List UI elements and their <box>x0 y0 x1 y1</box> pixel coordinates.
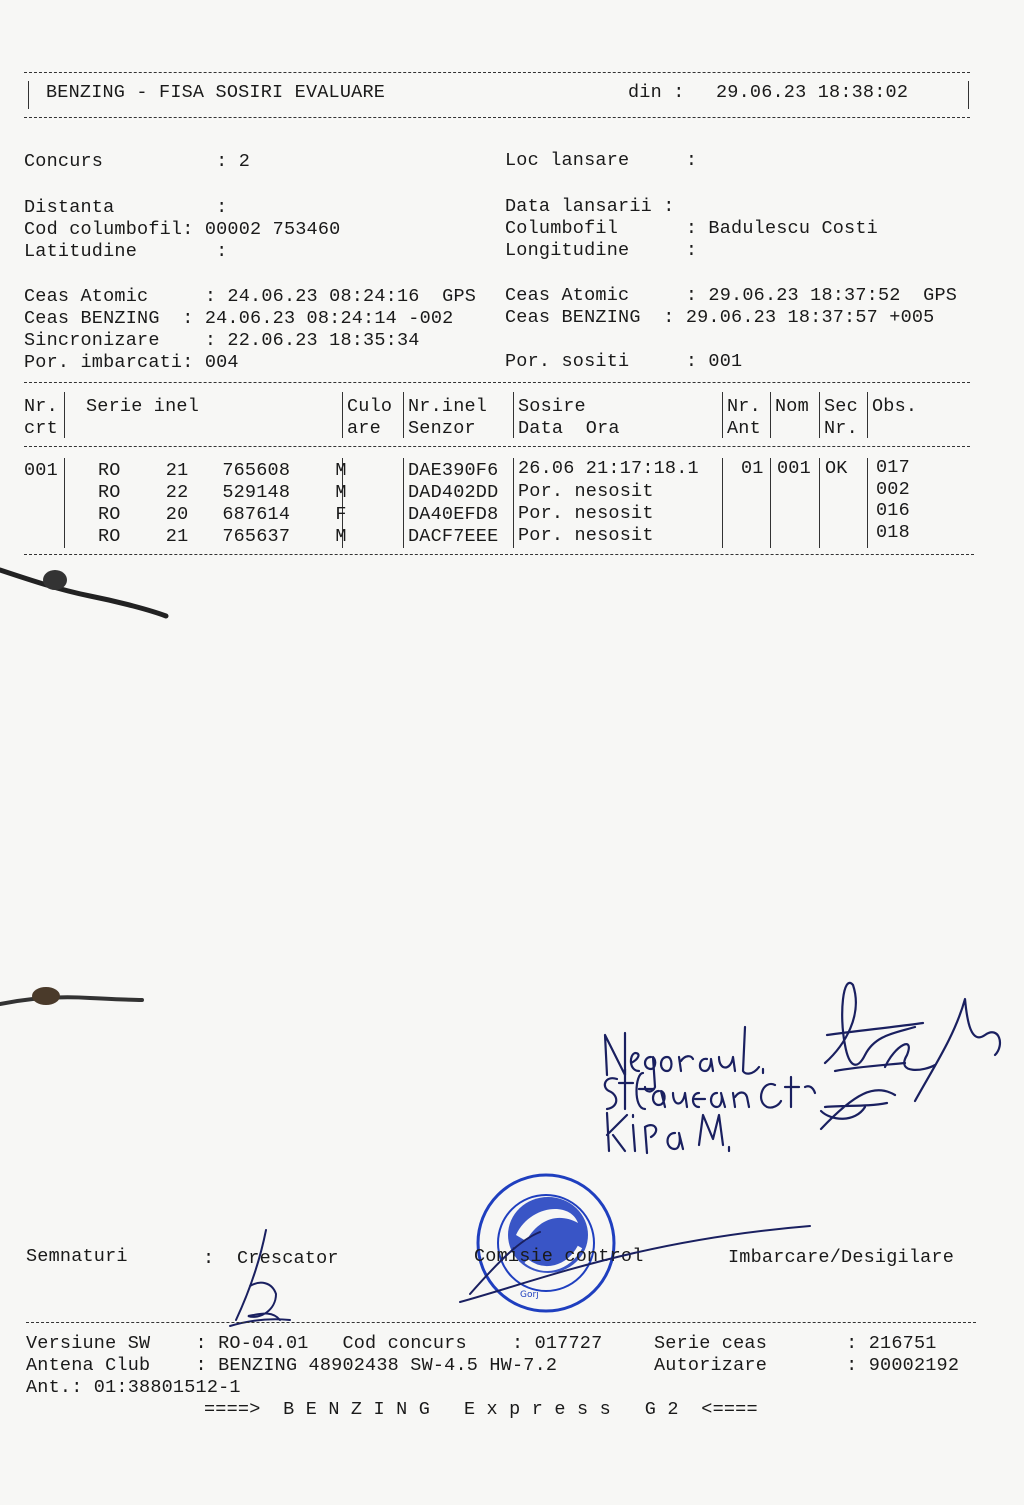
col-sep <box>403 458 404 548</box>
th-nr: Nr. <box>24 396 58 417</box>
antenna-id-line: Ant.: 01:38801512-1 <box>26 1377 241 1398</box>
table-row-arrival: 26.06 21:17:18.1 <box>518 458 699 479</box>
table-row-obs: 018 <box>876 522 910 543</box>
table-row-arrival: Por. nesosit <box>518 525 654 546</box>
longitudine-field: Longitudine : <box>505 240 698 261</box>
din-label: din : <box>628 82 685 103</box>
col-sep <box>722 392 723 438</box>
table-row-ring: RO 21 765608 M <box>98 460 347 481</box>
commission-signatures <box>595 975 1015 1155</box>
loc-lansare-field: Loc lansare : <box>505 150 698 171</box>
table-row-ring: RO 22 529148 M <box>98 482 347 503</box>
col-sep <box>770 458 771 548</box>
th-sosire: Sosire <box>518 396 586 417</box>
th-culoare-2: are <box>347 418 381 439</box>
table-row-arrival: Por. nesosit <box>518 503 654 524</box>
th-nom: Nom <box>775 396 809 417</box>
col-sep <box>867 458 868 548</box>
table-row-nom: 001 <box>777 458 811 479</box>
latitudine-field: Latitudine : <box>24 241 228 262</box>
antena-club-line: Antena Club : BENZING 48902438 SW-4.5 HW-7.2 <box>26 1355 558 1376</box>
cod-columbofil-field: Cod columbofil: 00002 753460 <box>24 219 341 240</box>
th-sec-nr: Nr. <box>824 418 858 439</box>
th-sec: Sec <box>824 396 858 417</box>
table-row-sensor: DA40EFD8 <box>408 504 499 525</box>
staple-mark <box>0 560 180 630</box>
ceas-benzing-start: Ceas BENZING : 24.06.23 08:24:14 -002 <box>24 308 454 329</box>
th-serie-inel: Serie inel <box>86 396 200 417</box>
col-sep <box>770 392 771 438</box>
th-ant: Ant <box>727 418 761 439</box>
table-row-obs: 016 <box>876 500 910 521</box>
col-sep <box>64 458 65 548</box>
ceas-benzing-end: Ceas BENZING : 29.06.23 18:37:57 +005 <box>505 307 935 328</box>
autorizare-line: Autorizare : 90002192 <box>654 1355 960 1376</box>
th-nr-ant: Nr. <box>727 396 761 417</box>
th-obs: Obs. <box>872 396 918 417</box>
ceas-atomic-start: Ceas Atomic : 24.06.23 08:24:16 GPS <box>24 286 477 307</box>
report-title: BENZING - FISA SOSIRI EVALUARE <box>46 82 386 103</box>
columbofil-field: Columbofil : Badulescu Costi <box>505 218 878 239</box>
table-row-sensor: DAD402DD <box>408 482 499 503</box>
ceas-atomic-end: Ceas Atomic : 29.06.23 18:37:52 GPS <box>505 285 958 306</box>
report-datetime: 29.06.23 18:38:02 <box>716 82 909 103</box>
row-nr-crt: 001 <box>24 460 58 481</box>
por-imbarcati-field: Por. imbarcati: 004 <box>24 352 239 373</box>
th-data-ora: Data Ora <box>518 418 620 439</box>
table-row-arrival: Por. nesosit <box>518 481 654 502</box>
col-sep <box>819 392 820 438</box>
svg-text:Gorj: Gorj <box>520 1290 539 1300</box>
distanta-field: Distanta : <box>24 197 228 218</box>
breeder-signature <box>220 1220 820 1350</box>
versiune-sw-line: Versiune SW : RO-04.01 Cod concurs : 017727 <box>26 1333 603 1354</box>
imbarcare-label: Imbarcare/Desigilare <box>728 1247 955 1268</box>
header-left-bar <box>28 81 29 109</box>
col-sep <box>342 392 343 438</box>
por-sositi-field: Por. sositi : 001 <box>505 351 743 372</box>
table-top-rule <box>24 382 970 383</box>
col-sep <box>819 458 820 548</box>
th-culoare: Culo <box>347 396 393 417</box>
table-row-ring: RO 21 765637 M <box>98 526 347 547</box>
serie-ceas-line: Serie ceas : 216751 <box>654 1333 937 1354</box>
footer-rule <box>26 1322 976 1323</box>
semnaturi-colon: : <box>203 1248 215 1269</box>
table-row-sensor: DACF7EEE <box>408 526 499 547</box>
sincronizare-field: Sincronizare : 22.06.23 18:35:34 <box>24 330 420 351</box>
table-row-ant: 01 <box>741 458 764 479</box>
col-sep <box>513 392 514 438</box>
table-row-ring: RO 20 687614 F <box>98 504 347 525</box>
col-sep <box>513 458 514 548</box>
concurs-field: Concurs : 2 <box>24 151 251 172</box>
table-row-obs: 002 <box>876 479 910 500</box>
th-senzor: Senzor <box>408 418 476 439</box>
table-row-obs: 017 <box>876 457 910 478</box>
th-crt: crt <box>24 418 58 439</box>
header-right-bar <box>968 81 969 109</box>
semnaturi-label: Semnaturi <box>26 1246 128 1267</box>
table-row-sec: OK <box>825 458 848 479</box>
col-sep <box>867 392 868 438</box>
comisie-label: Comisie control <box>474 1246 644 1267</box>
data-lansarii-field: Data lansarii : <box>505 196 675 217</box>
table-bottom-rule <box>24 554 974 555</box>
table-header-rule <box>24 446 970 447</box>
crescator-label: Crescator <box>237 1248 339 1269</box>
col-sep <box>722 458 723 548</box>
benzing-banner: ====> B E N Z I N G E x p r e s s G 2 <==== <box>204 1399 758 1420</box>
th-nr-inel: Nr.inel <box>408 396 488 417</box>
col-sep <box>403 392 404 438</box>
table-row-sensor: DAE390F6 <box>408 460 499 481</box>
staple-mark <box>0 980 150 1020</box>
col-sep <box>64 392 65 438</box>
